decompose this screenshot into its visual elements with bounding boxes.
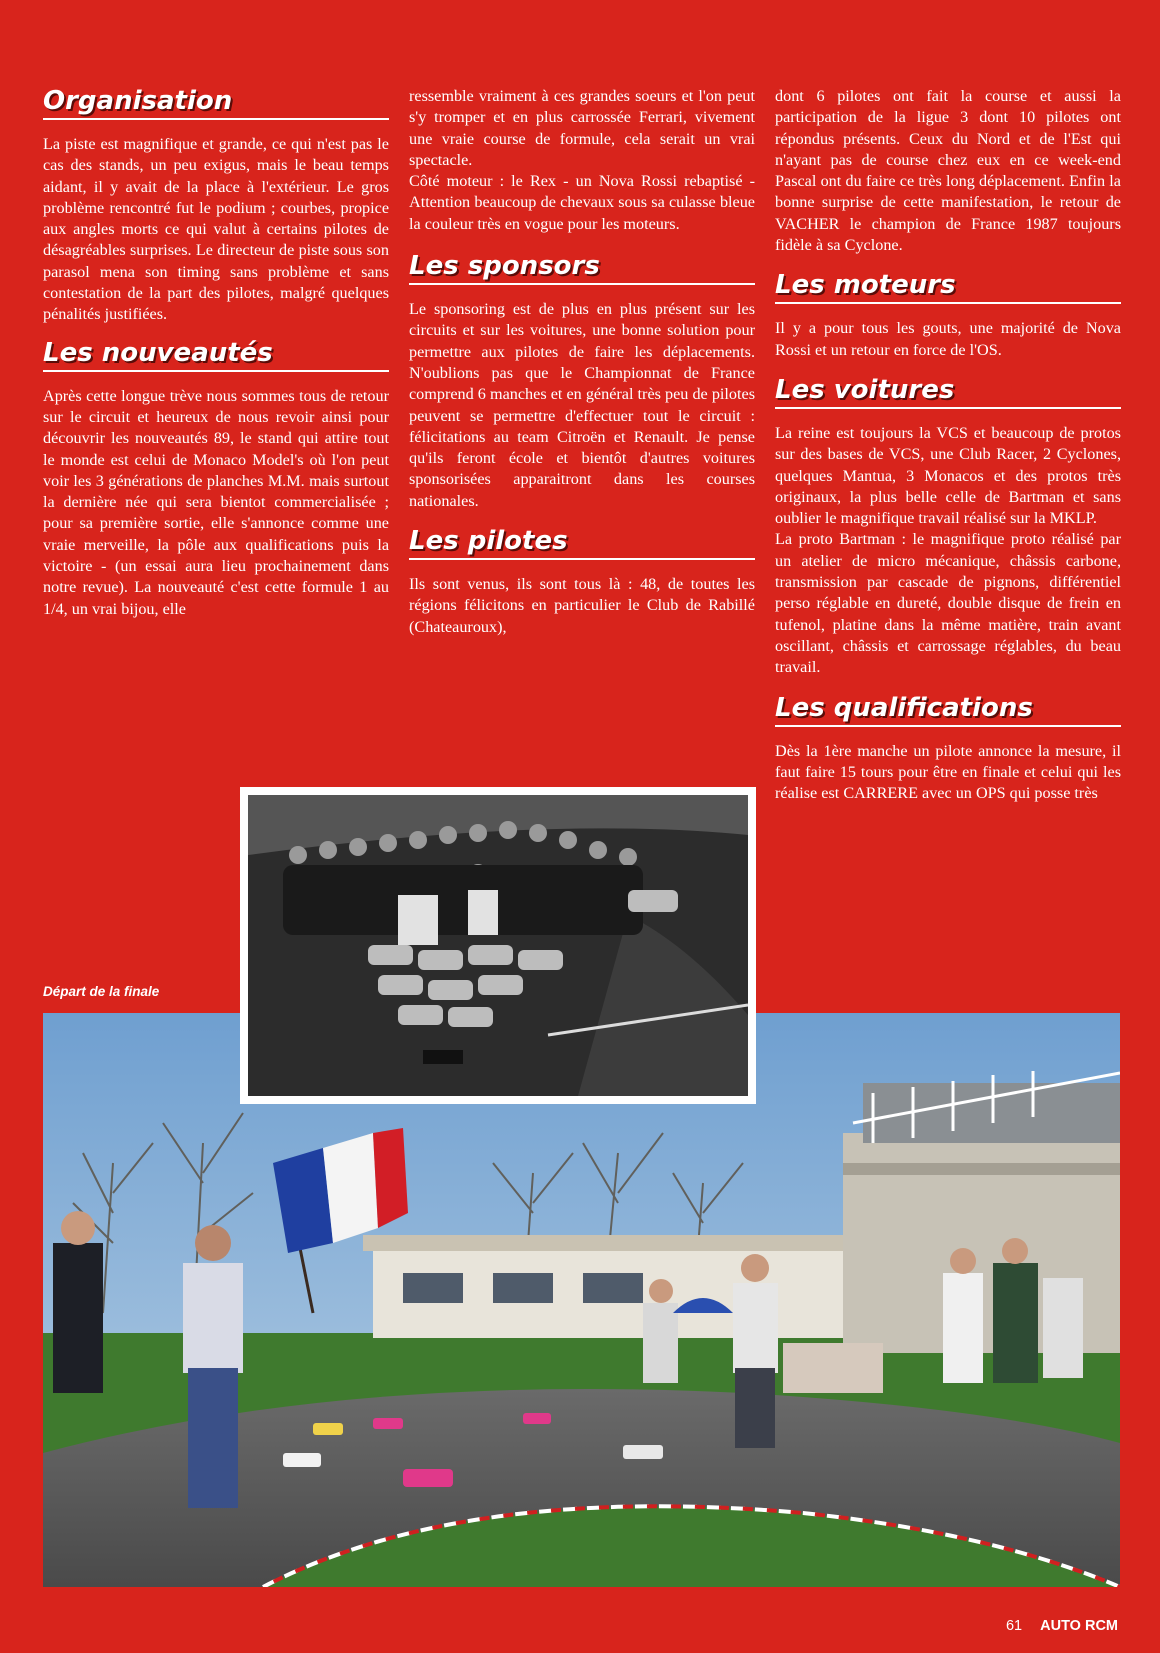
page-footer <box>1006 1618 1118 1634</box>
article-column-2 <box>409 86 755 638</box>
paragraph-pilotes-continued: dont 6 pilotes ont fait la course et aussi la participation de la ligue 3 dont 10 pilotes ont répondus présents. Ceux du Nord et de l'Est qui n'ayant pas de course chez eux en ce week-end Pascal ont du faire ce très long déplacement. Enfin la bonne surprise de cette manifestation, le retour de VACHER le champion de France 1987 toujours fidèle à sa Cyclone. <box>775 87 1121 255</box>
section-heading-voitures: Les voitures <box>775 375 1121 409</box>
paragraph-formule-continued: ressemble vraiment à ces grandes soeurs et l'on peut s'y tromper et en plus carrossée Ferrari, vivement une vraie course de formule, cela serait un vrai spectacle. <box>409 87 755 169</box>
page-number: 61 <box>1005 1618 1023 1634</box>
photo-caption: Départ de la finale <box>43 984 160 999</box>
section-heading-moteurs: Les moteurs <box>775 270 1121 304</box>
paragraph-pilotes: Ils sont venus, ils sont tous là : 48, de toutes les régions félicitons en particulier le Club de Rabillé (Chateauroux), <box>409 575 755 636</box>
paragraph-cote-moteur: Côté moteur : le Rex - un Nova Rossi rebaptisé - Attention beaucoup de chevaux sous sa culasse bleue la couleur très en vogue pour les moteurs. <box>409 172 755 233</box>
article-column-3 <box>775 86 1121 804</box>
paragraph-organisation: La piste est magnifique et grande, ce qui n'est pas le cas des stands, un peu exigus, mais le beau temps aidant, il y avait de la place à l'extérieur. Le gros problème rencontré fut le podium ; courbes, propice aux angles morts ce qui valut à certains pilotes de désagréables surprises. Le directeur de piste sous son parasol mena son timing sans problème et sans contestation de la part des pilotes, malgré quelques pénalités justifiées. <box>43 135 389 324</box>
section-heading-sponsors: Les sponsors <box>409 251 755 285</box>
paragraph-qualifications: Dès la 1ère manche un pilote annonce la mesure, il faut faire 15 tours pour être en finale et celui qui les réalise est CARRERE avec un OPS qui posse très <box>775 741 1121 803</box>
paragraph-nouveautes: Après cette longue trève nous sommes tous de retour sur le circuit et heureux de nous revoir ainsi pour découvrir les nouveautés 89, le stand qui attire tout le monde est celui de Monaco Model's où l'on peut voir les 3 générations de planches M.M. mais surtout la dernière née qui sera bientot commercialisée ; pour sa première sortie, elle s'annonce comme une vraie merveille, la pôle aux qualifications puis la victoire - (un essai aura lieu prochainement dans notre revue). La nouveauté c'est cette formule 1 au 1/4, un vrai bijou, elle <box>43 386 389 618</box>
section-heading-qualifications: Les qualifications <box>775 693 1121 727</box>
paragraph-voitures: La reine est toujours la VCS et beaucoup de protos sur des bases de VCS, une Club Racer, 2 Cyclones, quelques Mantua, 3 Monacos et des protos très originaux, la plus belle celle de Bartman et sans oublier le magnifique travail réalisé sur la MKLP. <box>775 423 1121 528</box>
section-heading-pilotes: Les pilotes <box>409 526 755 560</box>
section-heading-organisation: Organisation <box>43 86 389 120</box>
magazine-name: AUTO RCM <box>1040 1618 1118 1634</box>
paragraph-proto-bartman: La proto Bartman : le magnifique proto réalisé par un atelier de micro mécanique, châssis carbone, transmission par cascade de pignons, différentiel perso réglable en dureté, double disque de frein en tufenol, platine dans la même matière, train avant oscillant, châssis et carrossage réglables, du beau travail. <box>775 530 1121 677</box>
paragraph-sponsors: Le sponsoring est de plus en plus présent sur les circuits et sur les voitures, une bonne solution pour permettre aux pilotes de faire les déplacements. N'oublions pas que le Championnat de France comprend 6 manches et en général très peu de pilotes peuvent se permettre d'effectuer tout le circuit : félicitations au team Citroën et Renault. Je pense qu'ils feront école et bientôt d'autres voitures sponsorisées apparaitront dans les courses nationales. <box>409 300 755 510</box>
article-column-1 <box>43 86 389 620</box>
section-heading-nouveautes: Les nouveautés <box>43 338 389 372</box>
paragraph-moteurs: Il y a pour tous les gouts, une majorité de Nova Rossi et un retour en force de l'OS. <box>775 319 1121 359</box>
pilots-group-photo <box>240 787 756 1104</box>
